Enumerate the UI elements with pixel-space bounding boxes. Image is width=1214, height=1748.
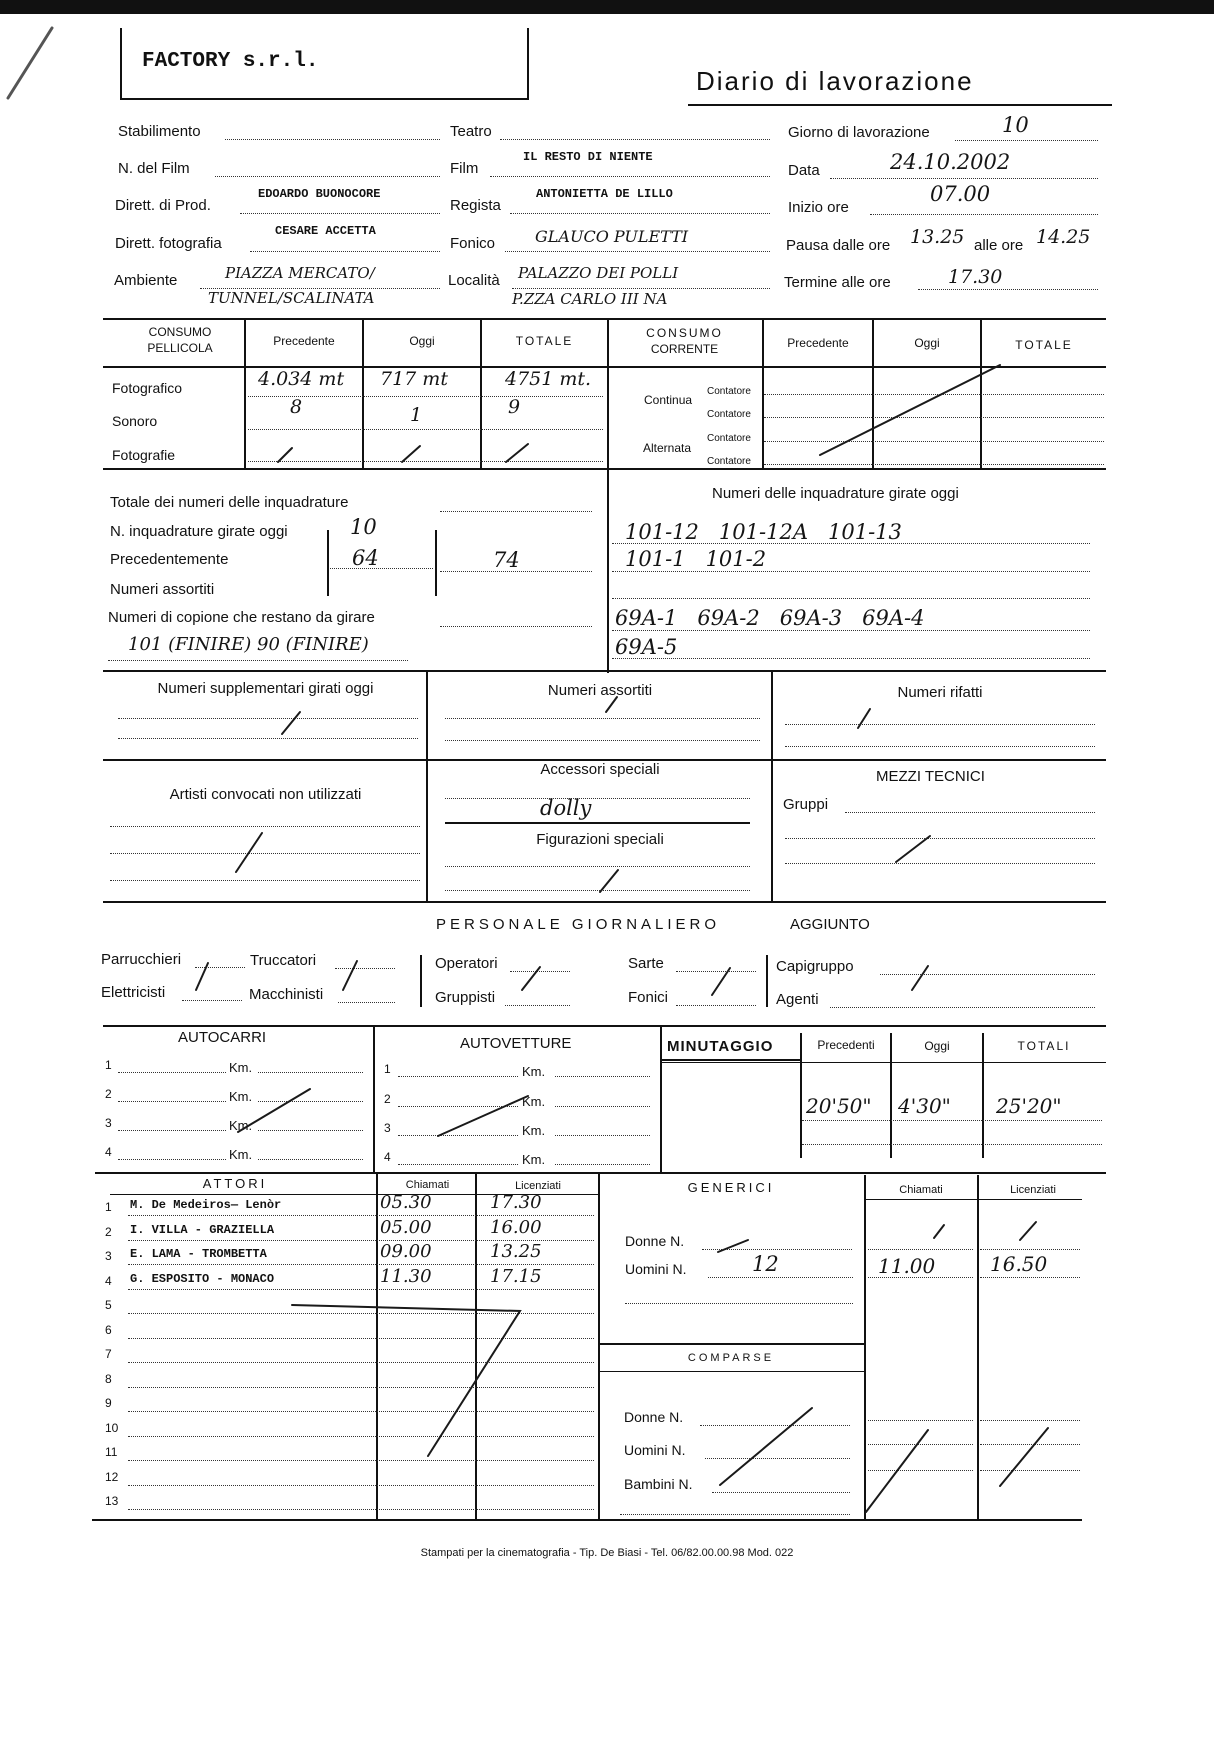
pellicola-title-2: PELLICOLA [147, 341, 213, 355]
inq-girate-title: Numeri delle inquadrature girate oggi [712, 485, 959, 502]
alle-label: alle ore [974, 237, 1024, 254]
corrente-col-oggi: Oggi [914, 336, 940, 350]
pausa-from: 13.25 [910, 226, 965, 248]
attore-row-number: 13 [105, 1494, 119, 1508]
film-value: IL RESTO DI NIENTE [523, 150, 653, 164]
inq-oggi-value: 10 [350, 515, 377, 539]
pausa-to: 14.25 [1036, 226, 1091, 248]
corrente-col-prec: Precedente [787, 336, 849, 350]
minutaggio-oggi: 4'30" [898, 1094, 951, 1118]
pellicola-fotografico-oggi: 717 mt [380, 368, 448, 390]
accessori-value: dolly [540, 796, 592, 820]
inizio-value: 07.00 [930, 182, 991, 206]
pellicola-title-1: CONSUMO [148, 325, 212, 339]
autocarro-num: 4 [105, 1145, 112, 1159]
contatore-label: Contatore [707, 456, 751, 467]
generici-title: GENERICI [687, 1180, 775, 1195]
pellicola-sonoro-prec: 8 [290, 396, 303, 418]
macchinisti-label: Macchinisti [249, 986, 324, 1003]
personale-title2: AGGIUNTO [790, 916, 870, 933]
attore-row-number: 1 [105, 1200, 112, 1214]
autovettura-km: Km. [522, 1152, 546, 1167]
giorno-value: 10 [1002, 113, 1029, 137]
giorno-label: Giorno di lavorazione [788, 124, 930, 141]
corrente-col-tot: TOTALE [1015, 338, 1073, 352]
minutaggio-col-tot: TOTALI [1017, 1039, 1071, 1053]
figurazioni-speciali: Figurazioni speciali [536, 831, 664, 848]
attore-licenziati: 13.25 [490, 1241, 542, 1262]
generici-uomini: Uomini N. [625, 1261, 687, 1277]
localita-label: Località [448, 272, 500, 289]
numeri-assortiti: Numeri assortiti [547, 682, 653, 699]
inq-totale-label: Totale dei numeri delle inquadrature [110, 494, 349, 511]
fonici-label: Fonici [628, 989, 669, 1006]
ambiente-label: Ambiente [114, 272, 178, 289]
pellicola-row-label: Sonoro [112, 413, 158, 429]
generici-chiamati-value: 11.00 [878, 1254, 936, 1278]
teatro-label: Teatro [450, 123, 492, 140]
pellicola-fotografico-prec: 4.034 mt [258, 368, 345, 390]
generici-col-licenziati: Licenziati [1010, 1184, 1056, 1196]
numeri-supplementari: Numeri supplementari girati oggi [157, 680, 374, 697]
minutaggio-prec: 20'50" [806, 1094, 872, 1118]
girate-line: 69A-5 [615, 635, 678, 659]
capigruppo-label: Capigruppo [776, 958, 854, 975]
mezzi-tecnici: MEZZI TECNICI [876, 768, 985, 785]
contatore-label: Contatore [707, 386, 751, 397]
corrente-alternata: Alternata [643, 441, 692, 455]
comparse-title: COMPARSE [687, 1352, 775, 1364]
pellicola-col-prec: Precedente [273, 334, 335, 348]
company-name: FACTORY s.r.l. [142, 50, 319, 73]
artisti-convocati: Artisti convocati non utilizzati [169, 786, 362, 803]
personale-title: PERSONALE GIORNALIERO [436, 916, 721, 933]
termine-value: 17.30 [948, 266, 1003, 288]
inq-assortiti-label: Numeri assortiti [110, 581, 215, 598]
dirprod-value: EDOARDO BUONOCORE [258, 187, 381, 201]
stabilimento-label: Stabilimento [118, 123, 201, 140]
autovettura-km: Km. [522, 1094, 546, 1109]
attori-col-licenziati: Licenziati [515, 1180, 561, 1192]
attore-row-number: 2 [105, 1224, 112, 1239]
inq-total-value: 74 [493, 548, 520, 572]
autocarro-km: Km. [229, 1060, 253, 1075]
title-underline [688, 104, 1112, 106]
girate-line: 101-1 101-2 [625, 547, 767, 571]
dirprod-label: Dirett. di Prod. [115, 197, 211, 214]
contatore-label: Contatore [707, 409, 751, 420]
sarte-label: Sarte [628, 955, 664, 972]
minutaggio-col-prec: Precedenti [817, 1038, 875, 1052]
attore-row-number: 8 [105, 1371, 112, 1386]
girate-line: 69A-1 69A-2 69A-3 69A-4 [615, 606, 925, 630]
attore-row-number: 12 [105, 1469, 119, 1484]
accessori-speciali: Accessori speciali [540, 761, 660, 778]
elettricisti-label: Elettricisti [101, 984, 166, 1001]
film-label: Film [450, 160, 479, 177]
attori-col-chiamati: Chiamati [405, 1179, 450, 1191]
pausa-label: Pausa dalle ore [786, 237, 891, 254]
minutaggio-col-oggi: Oggi [924, 1039, 950, 1053]
autovettura-km: Km. [522, 1064, 546, 1079]
attore-row-number: 4 [105, 1273, 112, 1288]
autocarro-num: 3 [105, 1116, 112, 1130]
fonico-label: Fonico [450, 235, 496, 252]
attore-row-number: 9 [105, 1396, 112, 1410]
nfilm-label: N. del Film [118, 160, 190, 177]
pellicola-fotografico-tot: 4751 mt. [505, 368, 592, 390]
pellicola-row-label: Fotografico [112, 380, 183, 396]
generici-licenziati-value: 16.50 [990, 1252, 1048, 1276]
attore-licenziati: 16.00 [490, 1216, 542, 1238]
regista-value: ANTONIETTA DE LILLO [536, 187, 673, 201]
dirfoto-label: Dirett. fotografia [115, 235, 222, 252]
generici-uomini-value: 12 [752, 1252, 779, 1276]
corrente-continua: Continua [644, 393, 693, 407]
attore-chiamati: 05.00 [380, 1216, 432, 1238]
termine-label: Termine alle ore [784, 274, 891, 291]
inizio-label: Inizio ore [788, 199, 849, 216]
dirfoto-value: CESARE ACCETTA [275, 224, 376, 238]
autocarro-km: Km. [229, 1118, 253, 1133]
inq-prec-label: Precedentemente [110, 551, 229, 568]
pellicola-row-label: Fotografie [112, 447, 176, 463]
scan-top-edge [0, 0, 1214, 14]
corrente-title-2: CORRENTE [650, 342, 719, 356]
comparse-uomini: Uomini N. [624, 1442, 686, 1458]
attore-name: I. VILLA - GRAZIELLA [130, 1222, 275, 1237]
contatore-label: Contatore [707, 433, 751, 444]
autocarro-num: 1 [105, 1058, 112, 1072]
attore-licenziati: 17.30 [490, 1192, 542, 1213]
autovettura-km: Km. [522, 1123, 546, 1138]
attore-row-number: 6 [105, 1322, 112, 1337]
agenti-label: Agenti [776, 991, 819, 1008]
autovettura-num: 1 [384, 1062, 391, 1076]
attore-name: M. De Medeiros— Lenòr [130, 1198, 282, 1212]
fonico-value: GLAUCO PULETTI [535, 227, 689, 246]
data-label: Data [788, 162, 820, 179]
localita-value-1: PALAZZO DEI POLLI [518, 264, 679, 282]
pellicola-sonoro-oggi: 1 [410, 404, 423, 426]
autovettura-num: 4 [384, 1150, 391, 1164]
attore-name: E. LAMA - TROMBETTA [130, 1247, 267, 1261]
autocarro-km: Km. [229, 1147, 253, 1162]
minutaggio-tot: 25'20" [996, 1094, 1062, 1118]
autovettura-num: 3 [384, 1121, 391, 1135]
attore-row-number: 10 [105, 1420, 119, 1435]
attore-chiamati: 11.30 [380, 1265, 432, 1287]
numeri-rifatti: Numeri rifatti [897, 684, 983, 701]
comparse-donne: Donne N. [624, 1409, 684, 1425]
comparse-bambini: Bambini N. [624, 1476, 693, 1492]
attore-row-number: 5 [105, 1298, 112, 1312]
attore-chiamati: 05.30 [380, 1192, 432, 1213]
gruppisti-label: Gruppisti [435, 989, 496, 1006]
attore-licenziati: 17.15 [490, 1265, 542, 1287]
attori-title: ATTORI [202, 1176, 268, 1191]
inq-copione-label: Numeri di copione che restano da girare [108, 609, 375, 626]
pellicola-sonoro-tot: 9 [508, 396, 521, 418]
parrucchieri-label: Parrucchieri [101, 951, 182, 968]
pellicola-col-oggi: Oggi [409, 334, 435, 348]
autocarri-title: AUTOCARRI [178, 1029, 267, 1046]
inq-copione-value: 101 (FINIRE) 90 (FINIRE) [128, 634, 369, 655]
ambiente-value-2: TUNNEL/SCALINATA [208, 289, 375, 307]
minutaggio-title: MINUTAGGIO [667, 1038, 774, 1055]
inq-oggi-label: N. inquadrature girate oggi [110, 523, 288, 540]
attore-row-number: 7 [105, 1347, 112, 1361]
corrente-title-1: CONSUMO [646, 326, 723, 340]
ambiente-value-1: PIAZZA MERCATO/ [225, 264, 375, 282]
attore-row-number: 3 [105, 1249, 112, 1263]
gruppi-label: Gruppi [783, 796, 829, 813]
data-value: 24.10.2002 [890, 150, 1011, 174]
form-title: Diario di lavorazione [696, 66, 974, 96]
localita-value-2: P.ZZA CARLO III NA [512, 290, 668, 308]
pellicola-col-tot: TOTALE [515, 334, 574, 348]
footer-printer: Stampati per la cinematografia - Tip. De Biasi - Tel. 06/82.00.00.98 Mod. 022 [420, 1547, 794, 1559]
generici-col-chiamati: Chiamati [899, 1184, 943, 1196]
attore-row-number: 11 [105, 1445, 118, 1459]
autovetture-title: AUTOVETTURE [460, 1035, 572, 1052]
regista-label: Regista [450, 197, 501, 214]
generici-donne: Donne N. [625, 1233, 685, 1249]
operatori-label: Operatori [435, 955, 498, 972]
autocarro-km: Km. [229, 1089, 253, 1104]
autovettura-num: 2 [384, 1092, 391, 1106]
girate-line: 101-12 101-12A 101-13 [625, 520, 902, 544]
attore-name: G. ESPOSITO - MONACO [130, 1271, 275, 1286]
autocarro-num: 2 [105, 1087, 112, 1101]
attore-chiamati: 09.00 [380, 1241, 432, 1262]
truccatori-label: Truccatori [250, 952, 317, 969]
inq-prec-value: 64 [352, 546, 379, 570]
